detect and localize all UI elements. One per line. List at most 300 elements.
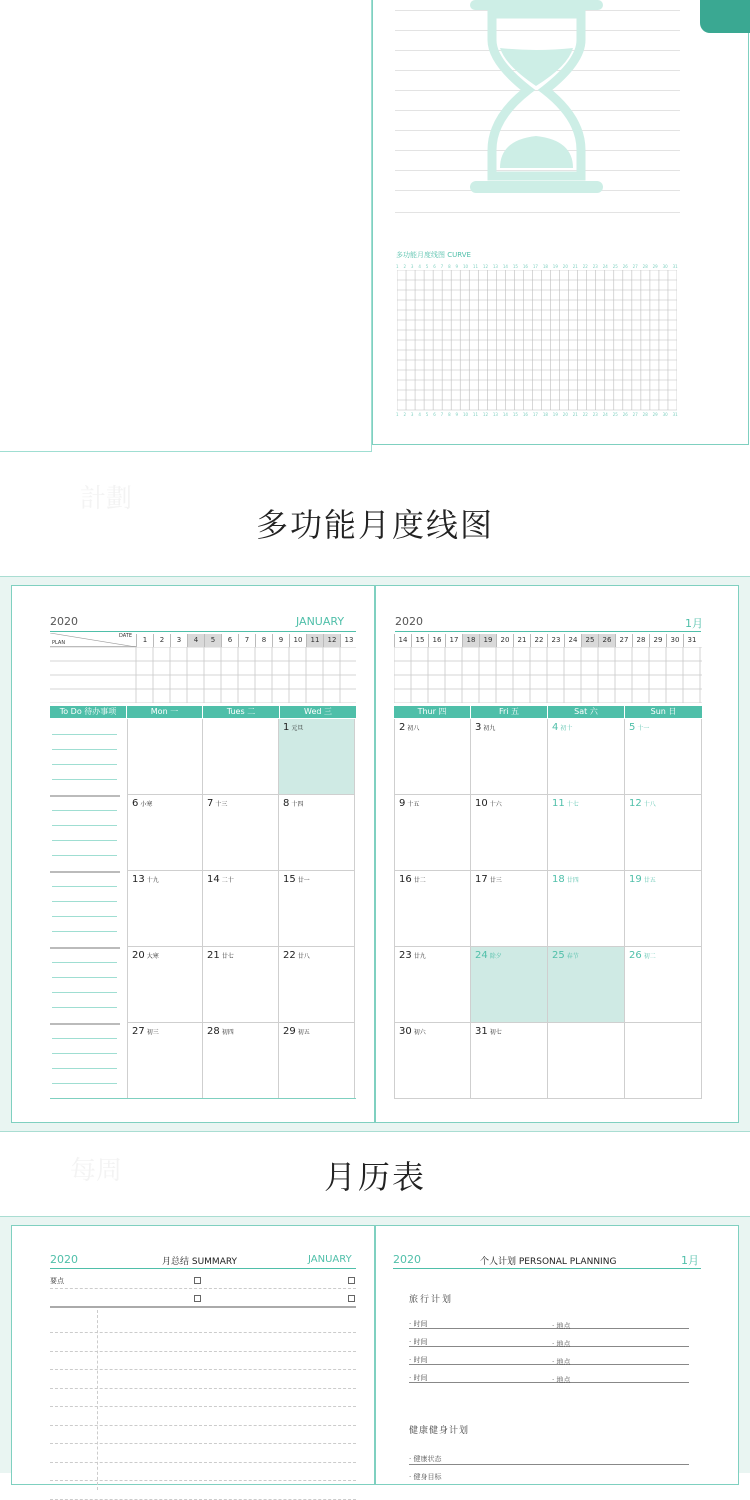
day-number: 12 xyxy=(629,798,642,809)
date-cell: 10 xyxy=(289,634,306,647)
day-number-wrap xyxy=(475,950,502,961)
day-number: 16 xyxy=(522,264,528,269)
day-number: 11 xyxy=(472,412,479,417)
plan-grid xyxy=(50,647,356,703)
calendar-day-cell[interactable] xyxy=(471,871,548,947)
header-rule xyxy=(393,1268,701,1269)
weekday-sat: Sat 六 xyxy=(548,706,625,718)
calendar-day-cell[interactable] xyxy=(127,871,203,947)
todo-line xyxy=(52,840,117,841)
day-number-wrap xyxy=(552,874,579,885)
weekday-wed: Wed 三 xyxy=(304,707,332,716)
curve-title: 多功能月度线图 CURVE xyxy=(396,251,471,259)
day-number-wrap xyxy=(399,722,419,733)
day-number-wrap xyxy=(283,722,303,733)
todo-line xyxy=(52,810,117,811)
checkbox[interactable] xyxy=(194,1277,201,1284)
date-cell: 24 xyxy=(564,634,581,647)
calendar-day-cell[interactable] xyxy=(394,1023,471,1099)
time-label: · 时间 xyxy=(409,1320,428,1328)
day-number: 25 xyxy=(552,950,565,961)
day-number-wrap xyxy=(629,874,656,885)
day-number: 3 xyxy=(475,722,482,733)
header-rule xyxy=(50,631,356,632)
divider xyxy=(50,1306,356,1308)
calendar-year: 2020 xyxy=(50,615,78,628)
day-number-wrap xyxy=(283,1026,310,1037)
todo-header: To Do 待办事项 xyxy=(50,706,127,718)
lunar-label: 廿三 xyxy=(489,877,502,884)
calendar-day-cell[interactable] xyxy=(625,719,702,795)
calendar-left-page xyxy=(11,585,375,1123)
day-number: 23 xyxy=(399,950,412,961)
planning-title: 个人计划 PERSONAL PLANNING xyxy=(480,1257,617,1267)
calendar-day-cell[interactable] xyxy=(394,719,471,795)
planning-page xyxy=(375,1225,739,1485)
day-number: 22 xyxy=(582,412,588,417)
day-number-wrap xyxy=(132,722,134,733)
todo-line xyxy=(52,825,117,826)
weekday-sun: Sun 日 xyxy=(650,707,677,716)
date-cell: 8 xyxy=(255,634,272,647)
summary-month: JANUARY xyxy=(308,1254,352,1265)
lunar-label: 元旦 xyxy=(291,725,304,732)
calendar-right-page xyxy=(375,585,739,1123)
health-status-row xyxy=(409,1454,689,1465)
day-number: 24 xyxy=(475,950,488,961)
calendar-day-cell[interactable] xyxy=(625,871,702,947)
day-number-wrap xyxy=(283,798,303,809)
day-number: 1 xyxy=(396,264,399,269)
summary-planning-spread xyxy=(0,1216,750,1481)
lunar-label: 初二 xyxy=(643,953,656,960)
date-cell: 1 xyxy=(136,634,153,647)
planning-month: 1月 xyxy=(681,1254,699,1267)
day-number: 15 xyxy=(283,874,296,885)
lunar-label: 初九 xyxy=(483,725,496,732)
day-number: 14 xyxy=(502,264,508,269)
todo-line xyxy=(52,1068,117,1069)
day-number-wrap xyxy=(399,950,426,961)
left-blank-page xyxy=(0,0,372,452)
lunar-label: 十七 xyxy=(566,801,579,808)
todo-line xyxy=(52,779,117,780)
day-number: 27 xyxy=(132,1026,145,1037)
day-number: 28 xyxy=(642,264,648,269)
calendar-day-cell[interactable] xyxy=(279,947,355,1023)
calendar-day-cell[interactable] xyxy=(548,871,625,947)
week-header xyxy=(394,706,702,718)
planning-year: 2020 xyxy=(393,1253,421,1266)
day-number: 6 xyxy=(132,798,139,809)
lunar-label: 小寒 xyxy=(140,801,153,808)
todo-line xyxy=(52,1053,117,1054)
dashed-line xyxy=(50,1499,356,1500)
summary-title: 月总结 SUMMARY xyxy=(162,1257,238,1267)
plan-label: PLAN xyxy=(52,640,66,646)
day-number-row xyxy=(396,412,678,417)
weekday-thu: Thur 四 xyxy=(394,706,471,718)
day-number-wrap xyxy=(132,798,152,809)
lunar-label: 廿九 xyxy=(413,953,426,960)
day-number-wrap xyxy=(283,874,310,885)
lunar-label: 十四 xyxy=(291,801,304,808)
time-label: · 时间 xyxy=(409,1374,428,1382)
day-number-row xyxy=(396,264,678,269)
dashed-line xyxy=(50,1443,356,1444)
calendar-month: 1月 xyxy=(685,617,703,630)
day-number-wrap xyxy=(132,874,159,885)
date-cell: 20 xyxy=(496,634,513,647)
date-cell: 3 xyxy=(170,634,187,647)
dashed-line xyxy=(50,1388,356,1389)
calendar-day-cell[interactable] xyxy=(203,871,279,947)
calendar-day-cell[interactable] xyxy=(203,795,279,871)
date-cell: 5 xyxy=(204,634,221,647)
day-number: 17 xyxy=(475,874,488,885)
calendar-day-cell[interactable] xyxy=(625,795,702,871)
dashed-line xyxy=(50,1288,356,1289)
todo-line xyxy=(52,901,117,902)
lunar-label: 初四 xyxy=(221,1029,234,1036)
day-number: 17 xyxy=(532,264,538,269)
day-number: 19 xyxy=(552,264,558,269)
todo-line xyxy=(52,1083,117,1084)
background-watermark: 每周 xyxy=(70,1156,123,1186)
calendar-day-cell[interactable] xyxy=(127,719,203,795)
calendar-day-cell[interactable] xyxy=(548,719,625,795)
place-label: · 地点 xyxy=(552,1376,571,1384)
day-number: 5 xyxy=(629,722,636,733)
lunar-label: 廿八 xyxy=(297,953,310,960)
travel-row[interactable] xyxy=(409,1355,689,1365)
day-number: 11 xyxy=(472,264,479,269)
weekday-tue: Tues 二 xyxy=(203,706,280,718)
calendar-year: 2020 xyxy=(395,615,423,628)
travel-row[interactable] xyxy=(409,1373,689,1383)
calendar-month: JANUARY xyxy=(296,615,345,628)
writing-line xyxy=(395,212,680,213)
day-number: 6 xyxy=(433,264,436,269)
day-number: 11 xyxy=(552,798,565,809)
day-number: 21 xyxy=(572,264,578,269)
lunar-label: 廿四 xyxy=(566,877,579,884)
todo-line xyxy=(52,886,117,887)
summary-page xyxy=(11,1225,375,1485)
day-number-wrap xyxy=(207,798,227,809)
day-number: 8 xyxy=(448,264,451,269)
day-number-wrap xyxy=(283,950,310,961)
todo-line xyxy=(52,855,117,856)
todo-line xyxy=(52,977,117,978)
calendar-day-cell[interactable] xyxy=(279,871,355,947)
calendar-day-cell[interactable] xyxy=(625,1023,702,1099)
section-caption: 多功能月度线图 xyxy=(255,506,494,544)
day-number: 2 xyxy=(399,722,406,733)
day-number: 28 xyxy=(642,412,648,417)
date-cell: 18 xyxy=(462,634,479,647)
day-number-wrap xyxy=(629,798,656,809)
day-number: 20 xyxy=(562,264,568,269)
background-watermark: 計劃 xyxy=(80,484,133,514)
weekday-fri: Fri 五 xyxy=(471,706,548,718)
todo-line xyxy=(52,749,117,750)
health-goal-label: · 健身目标 xyxy=(409,1473,442,1481)
dashed-line xyxy=(50,1406,356,1407)
day-number: 12 xyxy=(482,412,488,417)
calendar-day-cell[interactable] xyxy=(394,947,471,1023)
day-number: 10 xyxy=(462,412,469,417)
lunar-label: 初五 xyxy=(297,1029,310,1036)
travel-row[interactable] xyxy=(409,1319,689,1329)
calendar-day-cell[interactable] xyxy=(471,947,548,1023)
margin-line xyxy=(97,1310,98,1490)
key-points-label: 要点 xyxy=(50,1277,64,1285)
calendar-day-cell[interactable] xyxy=(471,795,548,871)
calendar-day-cell[interactable] xyxy=(127,1023,203,1099)
calendar-day-cell[interactable] xyxy=(471,719,548,795)
day-number: 25 xyxy=(612,264,618,269)
calendar-day-cell[interactable] xyxy=(548,795,625,871)
calendar-day-cell[interactable] xyxy=(279,795,355,871)
plan-grid xyxy=(394,647,702,703)
calendar-day-cell[interactable] xyxy=(127,795,203,871)
day-number: 14 xyxy=(502,412,508,417)
calendar-day-cell[interactable] xyxy=(127,947,203,1023)
day-number: 29 xyxy=(652,412,658,417)
lunar-label: 十一 xyxy=(637,725,650,732)
todo-line xyxy=(52,992,117,993)
lunar-label: 春节 xyxy=(566,953,579,960)
day-number: 18 xyxy=(542,412,548,417)
checkbox[interactable] xyxy=(348,1295,355,1302)
checkbox[interactable] xyxy=(194,1295,201,1302)
dashed-line xyxy=(50,1462,356,1463)
day-number: 4 xyxy=(418,264,421,269)
todo-separator xyxy=(50,1023,120,1025)
day-number-wrap xyxy=(399,874,426,885)
place-label: · 地点 xyxy=(552,1322,571,1330)
todo-line xyxy=(52,916,117,917)
section-caption: 月历表 xyxy=(323,1158,426,1196)
lunar-label: 初三 xyxy=(146,1029,159,1036)
todo-line xyxy=(52,764,117,765)
calendar-day-cell[interactable] xyxy=(471,1023,548,1099)
health-plan-title: 健康健身计划 xyxy=(409,1426,470,1436)
day-number: 1 xyxy=(396,412,399,417)
date-header xyxy=(136,634,357,647)
calendar-day-cell[interactable] xyxy=(548,947,625,1023)
day-number-wrap xyxy=(552,798,579,809)
date-cell: 26 xyxy=(598,634,615,647)
day-number: 21 xyxy=(572,412,578,417)
lunar-label: 十九 xyxy=(146,877,159,884)
checkbox[interactable] xyxy=(348,1277,355,1284)
day-number: 29 xyxy=(283,1026,296,1037)
day-number: 9 xyxy=(399,798,406,809)
day-number: 31 xyxy=(475,1026,488,1037)
todo-line xyxy=(52,962,117,963)
day-number-wrap xyxy=(132,950,159,961)
curve-grid xyxy=(397,270,677,412)
day-number-wrap xyxy=(207,874,234,885)
date-header xyxy=(394,634,700,647)
date-cell: 19 xyxy=(479,634,496,647)
day-number-wrap xyxy=(552,722,572,733)
lunar-label: 二十 xyxy=(221,877,234,884)
date-cell: 12 xyxy=(323,634,340,647)
day-number: 13 xyxy=(492,264,498,269)
day-number: 9 xyxy=(455,412,459,417)
todo-separator xyxy=(50,947,120,949)
date-cell: 7 xyxy=(238,634,255,647)
lunar-label: 十六 xyxy=(489,801,502,808)
day-number: 12 xyxy=(482,264,488,269)
date-cell: 30 xyxy=(666,634,683,647)
day-number: 7 xyxy=(440,264,444,269)
day-number-wrap xyxy=(629,950,656,961)
weekday-mon: Mon 一 xyxy=(127,706,203,718)
lunar-label: 十八 xyxy=(643,801,656,808)
day-number-wrap xyxy=(552,1026,554,1037)
calendar-spread xyxy=(0,576,750,1132)
day-number: 25 xyxy=(612,412,618,417)
lunar-label: 廿一 xyxy=(297,877,310,884)
day-number-wrap xyxy=(475,874,502,885)
day-number: 8 xyxy=(448,412,451,417)
day-number: 22 xyxy=(283,950,296,961)
lunar-label: 初八 xyxy=(407,725,420,732)
week-header xyxy=(50,706,356,718)
header-rule xyxy=(50,1268,356,1269)
page-tab xyxy=(700,0,750,33)
time-label: · 时间 xyxy=(409,1356,428,1364)
day-number-wrap xyxy=(207,1026,234,1037)
day-number: 4 xyxy=(418,412,421,417)
day-number: 3 xyxy=(410,412,414,417)
day-number: 19 xyxy=(629,874,642,885)
day-number: 29 xyxy=(652,264,658,269)
day-number: 5 xyxy=(425,412,429,417)
day-number-wrap xyxy=(475,1026,502,1037)
day-number: 8 xyxy=(283,798,290,809)
day-number: 4 xyxy=(552,722,559,733)
day-number-wrap xyxy=(207,722,209,733)
day-number: 16 xyxy=(399,874,412,885)
date-cell: 15 xyxy=(411,634,428,647)
lunar-label: 十三 xyxy=(215,801,228,808)
lunar-label: 初七 xyxy=(489,1029,502,1036)
day-number: 18 xyxy=(542,264,548,269)
day-number: 10 xyxy=(462,264,469,269)
dashed-line xyxy=(50,1425,356,1426)
date-cell: 25 xyxy=(581,634,598,647)
day-number: 27 xyxy=(632,264,638,269)
date-cell: 31 xyxy=(683,634,700,647)
todo-line xyxy=(52,931,117,932)
calendar-day-cell[interactable] xyxy=(625,947,702,1023)
day-number: 2 xyxy=(403,412,406,417)
day-number: 30 xyxy=(662,264,668,269)
day-number: 26 xyxy=(629,950,642,961)
dashed-line xyxy=(50,1480,356,1481)
date-cell: 21 xyxy=(513,634,530,647)
day-number: 7 xyxy=(440,412,444,417)
calendar-day-cell[interactable] xyxy=(279,719,355,795)
day-number: 24 xyxy=(602,412,608,417)
day-number: 10 xyxy=(475,798,488,809)
date-cell: 9 xyxy=(272,634,289,647)
todo-separator xyxy=(50,871,120,873)
day-number: 9 xyxy=(455,264,459,269)
day-number-wrap xyxy=(629,1026,631,1037)
date-cell: 2 xyxy=(153,634,170,647)
todo-line xyxy=(52,734,117,735)
lunar-label: 十五 xyxy=(407,801,420,808)
day-number: 20 xyxy=(562,412,568,417)
day-number: 31 xyxy=(672,412,678,417)
day-number: 26 xyxy=(622,412,628,417)
calendar-day-cell[interactable] xyxy=(279,1023,355,1099)
summary-year: 2020 xyxy=(50,1253,78,1266)
day-number-wrap xyxy=(399,798,419,809)
date-cell: 13 xyxy=(340,634,357,647)
date-cell: 16 xyxy=(428,634,445,647)
day-number: 13 xyxy=(492,412,498,417)
date-cell: 6 xyxy=(221,634,238,647)
day-number: 21 xyxy=(207,950,220,961)
time-label: · 时间 xyxy=(409,1338,428,1346)
day-number: 3 xyxy=(410,264,414,269)
day-number: 15 xyxy=(512,264,518,269)
day-number: 31 xyxy=(672,264,678,269)
day-number: 2 xyxy=(403,264,406,269)
day-number: 30 xyxy=(399,1026,412,1037)
day-number: 13 xyxy=(132,874,145,885)
curve-page-spread xyxy=(0,0,750,455)
lunar-label: 除夕 xyxy=(489,953,502,960)
calendar-day-cell[interactable] xyxy=(548,1023,625,1099)
lunar-label: 初六 xyxy=(413,1029,426,1036)
day-number: 20 xyxy=(132,950,145,961)
todo-line xyxy=(52,1007,117,1008)
date-cell: 28 xyxy=(632,634,649,647)
dashed-line xyxy=(50,1369,356,1370)
day-number: 14 xyxy=(207,874,220,885)
lunar-label: 廿七 xyxy=(221,953,234,960)
day-number-wrap xyxy=(475,722,495,733)
calendar-day-cell[interactable] xyxy=(203,1023,279,1099)
header-rule xyxy=(395,631,701,632)
lunar-label: 大寒 xyxy=(146,953,159,960)
calendar-day-cell[interactable] xyxy=(203,947,279,1023)
day-number: 18 xyxy=(552,874,565,885)
day-number: 6 xyxy=(433,412,436,417)
calendar-day-cell[interactable] xyxy=(203,719,279,795)
day-number: 22 xyxy=(582,264,588,269)
day-number: 19 xyxy=(552,412,558,417)
travel-row[interactable] xyxy=(409,1337,689,1347)
date-label: DATE xyxy=(118,633,132,639)
day-number: 30 xyxy=(662,412,668,417)
calendar-day-cell[interactable] xyxy=(394,795,471,871)
day-number: 28 xyxy=(207,1026,220,1037)
travel-plan-title: 旅行计划 xyxy=(409,1295,454,1305)
todo-line xyxy=(52,1038,117,1039)
day-number: 5 xyxy=(425,264,429,269)
calendar-day-cell[interactable] xyxy=(394,871,471,947)
lunar-label: 廿二 xyxy=(413,877,426,884)
